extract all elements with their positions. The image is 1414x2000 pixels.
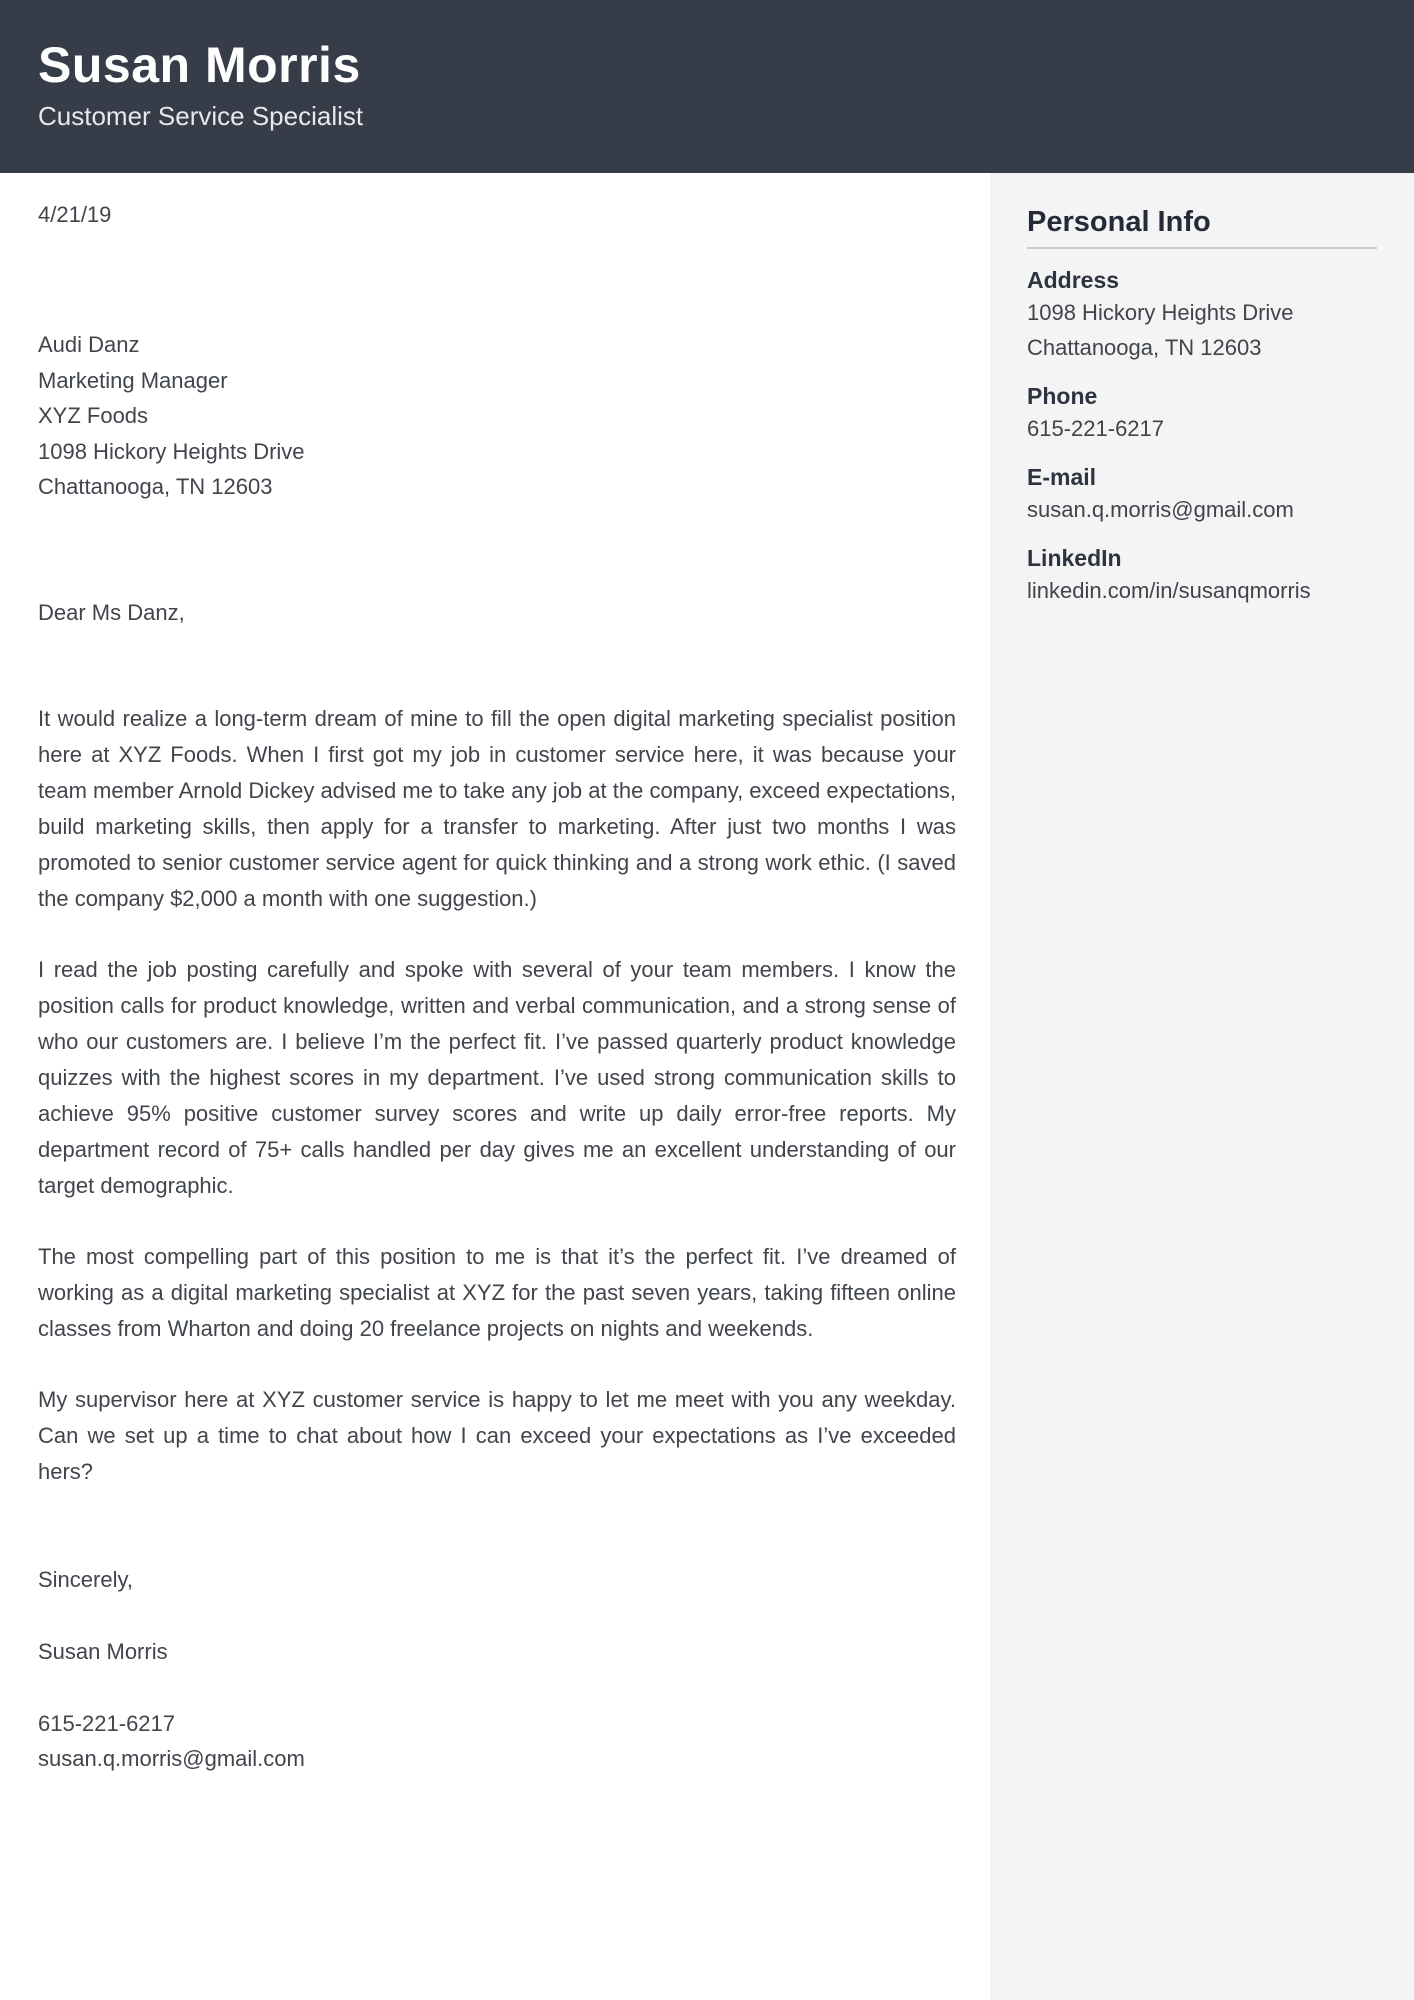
sidebar-section-email — [1027, 462, 1377, 527]
linkedin-value: linkedin.com/in/susanqmorris — [1027, 578, 1311, 603]
recipient-title: Marketing Manager — [38, 367, 228, 393]
signature-email: susan.q.morris@gmail.com — [38, 1746, 305, 1771]
recipient-street: 1098 Hickory Heights Drive — [38, 438, 305, 464]
recipient-name: Audi Danz — [38, 332, 140, 357]
letter-paragraph-4: My supervisor here at XYZ customer service is happy to let me meet with you any weekday. Can we set up a time to chat about how I can exceed your expectations as I’ve exceeded hers? — [38, 1386, 956, 1484]
letter-header — [0, 0, 1414, 173]
letter-paragraph-1: It would realize a long-term dream of mine to fill the open digital marketing specialist position here at XYZ Foods. When I first got my job in customer service here, it was because your team member Arnold Dickey advised me to take any job at the company, exceed expectations, build marketing skills, then apply for a transfer to marketing. After just two months I was promoted to senior customer service agent for quick thinking and a strong work ethic. (I saved the company $2,000 a month with one suggestion.) — [38, 705, 956, 911]
recipient-company: XYZ Foods — [38, 403, 149, 428]
sidebar-section-linkedin — [1027, 543, 1377, 608]
letter-body — [38, 173, 956, 1777]
address-label: Address — [1027, 267, 1120, 293]
sidebar-divider — [1027, 247, 1377, 249]
applicant-job-title: Customer Service Specialist — [38, 101, 364, 131]
personal-info-sidebar — [990, 173, 1414, 2000]
letter-paragraph-2: I read the job posting carefully and spoke with several of your team members. I know the position calls for product knowledge, written and verbal communication, and a strong sense of who our customers are. I believe I’m the perfect fit. I’ve passed quarterly product knowledge quizzes with the highest scores in my department. I’ve used strong communication skills to achieve 95% positive customer survey scores and write up daily error-free reports. My department record of 75+ calls handled per day gives me an excellent understanding of our target demographic. — [38, 956, 956, 1198]
signature-name: Susan Morris — [38, 1638, 168, 1664]
phone-label: Phone — [1027, 383, 1098, 409]
recipient-city: Chattanooga, TN 12603 — [38, 474, 273, 499]
sidebar-section-phone — [1027, 381, 1377, 446]
address-line: 1098 Hickory Heights Drive — [1027, 300, 1294, 325]
email-value: susan.q.morris@gmail.com — [1027, 497, 1294, 522]
linkedin-label: LinkedIn — [1027, 545, 1122, 571]
salutation: Dear Ms Danz, — [38, 599, 185, 625]
address-line: Chattanooga, TN 12603 — [1027, 335, 1262, 360]
recipient-block — [38, 327, 956, 505]
sidebar-heading: Personal Info — [1027, 206, 1211, 238]
applicant-name: Susan Morris — [38, 37, 361, 93]
email-label: E-mail — [1027, 464, 1097, 490]
letter-date: 4/21/19 — [38, 202, 112, 227]
phone-value: 615-221-6217 — [1027, 416, 1165, 441]
signature-contact-block — [38, 1706, 956, 1777]
closing-word: Sincerely, — [38, 1566, 133, 1592]
sidebar-section-address — [1027, 265, 1377, 365]
letter-paragraph-3: The most compelling part of this position to me is that it’s the perfect fit. I’ve dreamed of working as a digital marketing specialist at XYZ for the past seven years, taking fifteen online classes from Wharton and doing 20 freelance projects on nights and weekends. — [38, 1243, 956, 1341]
signature-phone: 615-221-6217 — [38, 1710, 176, 1736]
